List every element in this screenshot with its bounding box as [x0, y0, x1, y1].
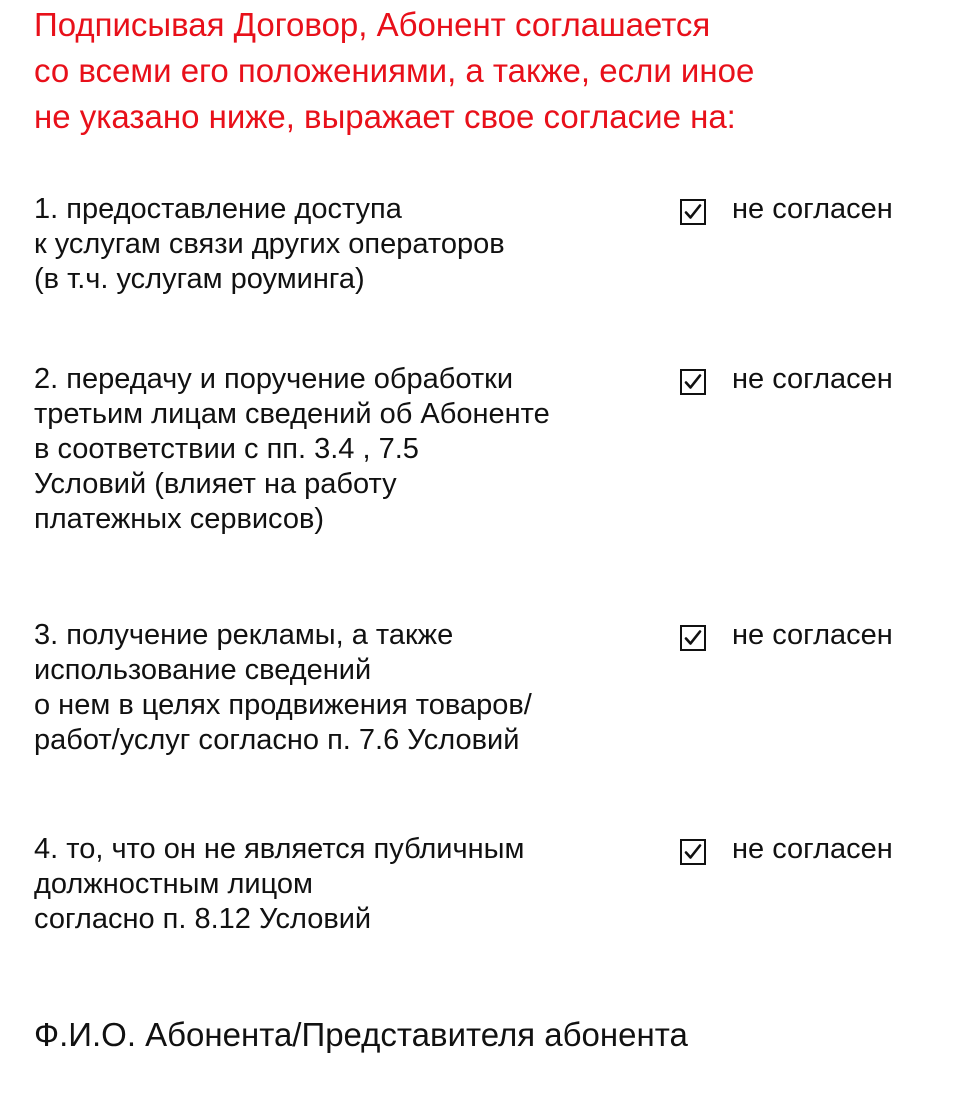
consent-item-1-text [34, 192, 674, 297]
consent-item-4 [34, 832, 934, 937]
consent-item-line: к услугам связи других операторов [34, 228, 505, 260]
disagree-checkbox-2[interactable] [680, 369, 706, 395]
disagree-label-2: не согласен [732, 363, 893, 395]
consent-item-1 [34, 192, 934, 297]
checkmark-icon [684, 203, 702, 221]
disagree-option-4[interactable] [680, 832, 893, 867]
consent-item-line: 3. получение рекламы, а также [34, 619, 454, 651]
disagree-label-4: не согласен [732, 833, 893, 865]
consent-item-line: в соответствии с пп. 3.4 , 7.5 [34, 433, 419, 465]
disagree-checkbox-4[interactable] [680, 839, 706, 865]
disagree-checkbox-1[interactable] [680, 199, 706, 225]
consent-item-4-text [34, 832, 674, 937]
disagree-label-3: не согласен [732, 619, 893, 651]
consent-item-line: 1. предоставление доступа [34, 193, 402, 225]
disagree-checkbox-3[interactable] [680, 625, 706, 651]
intro-line-3: не указано ниже, выражает свое согласие на: [34, 98, 736, 135]
consent-item-line: согласно п. 8.12 Условий [34, 903, 372, 935]
consent-item-line: 4. то, что он не является публичным [34, 833, 525, 865]
consent-item-3-text [34, 618, 674, 758]
consent-item-line: (в т.ч. услугам роуминга) [34, 263, 365, 295]
checkmark-icon [684, 373, 702, 391]
intro-line-2: со всеми его положениями, а также, если иное [34, 52, 755, 89]
disagree-option-2[interactable] [680, 362, 893, 397]
intro-line-1: Подписывая Договор, Абонент соглашается [34, 6, 711, 43]
consent-item-2 [34, 362, 934, 537]
consent-item-line: Условий (влияет на работу [34, 468, 397, 500]
consent-item-line: 2. передачу и поручение обработки [34, 363, 514, 395]
checkmark-icon [684, 843, 702, 861]
consent-item-2-text [34, 362, 674, 537]
checkmark-icon [684, 629, 702, 647]
consent-item-line: работ/услуг согласно п. 7.6 Условий [34, 724, 520, 756]
signature-label: Ф.И.О. Абонента/Представителя абонента [34, 1016, 688, 1053]
disagree-option-1[interactable] [680, 192, 893, 227]
consent-item-line: использование сведений [34, 654, 372, 686]
disagree-option-3[interactable] [680, 618, 893, 653]
consent-item-line: третьим лицам сведений об Абоненте [34, 398, 550, 430]
consent-item-3 [34, 618, 934, 758]
consent-item-line: должностным лицом [34, 868, 313, 900]
consent-item-line: платежных сервисов) [34, 503, 325, 535]
disagree-label-1: не согласен [732, 193, 893, 225]
consent-item-line: о нем в целях продвижения товаров/ [34, 689, 532, 721]
consent-intro [34, 2, 934, 140]
